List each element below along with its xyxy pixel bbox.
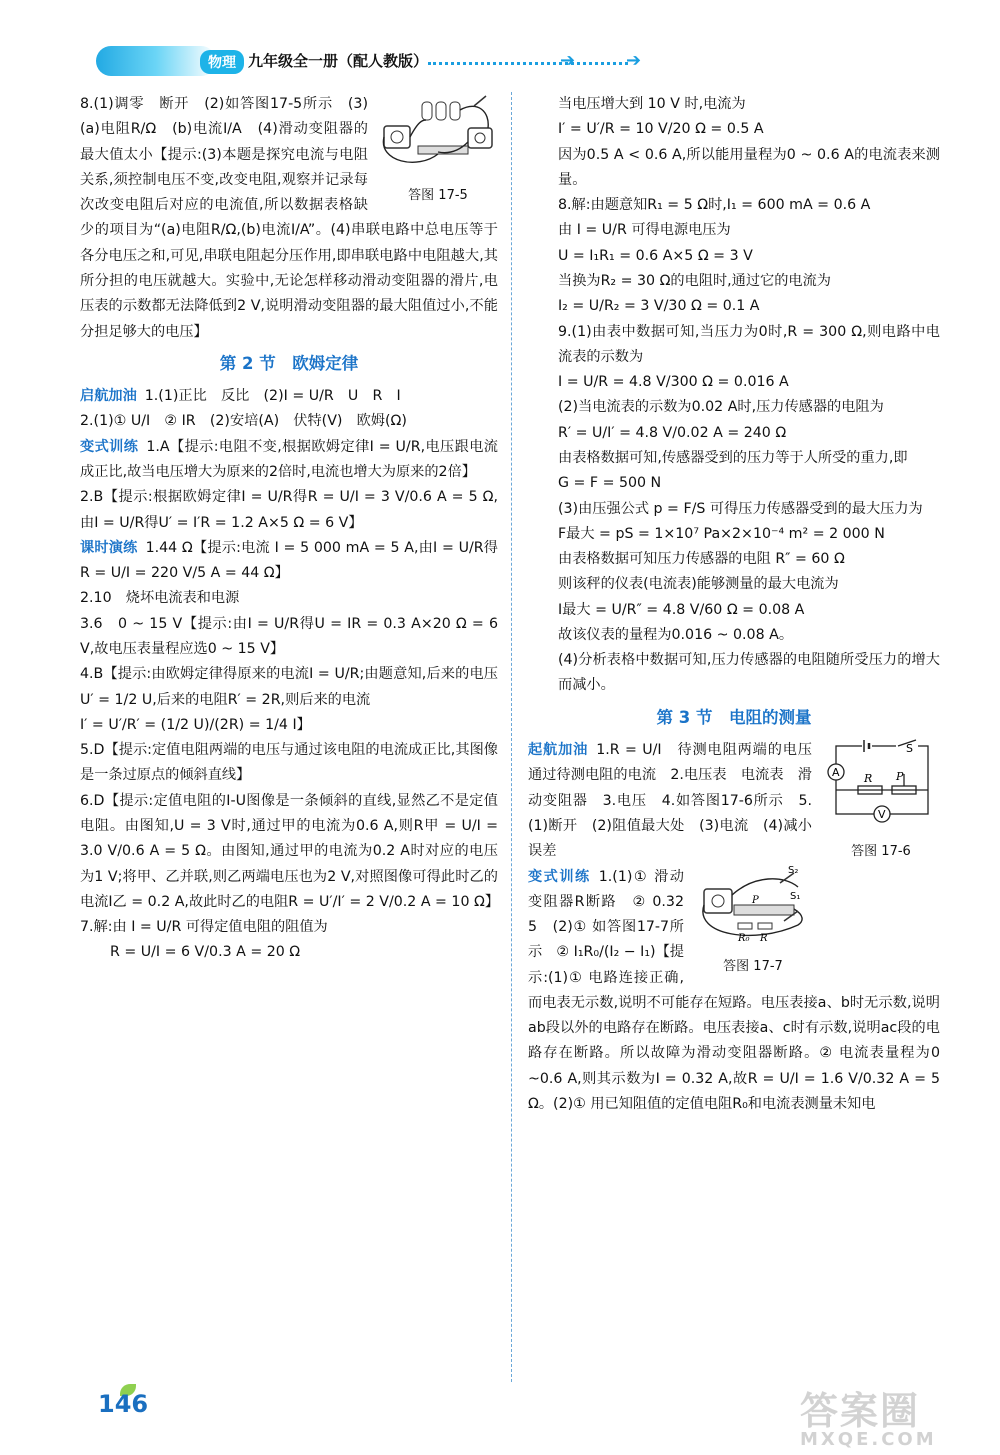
equation: F最大 = pS = 1×10⁷ Pa×2×10⁻⁴ m² = 2 000 N <box>558 525 885 542</box>
diagram-label: R₀ <box>738 932 750 944</box>
answer-8: 8.(1)调零 断开 (2)如答图17-5所示 (3)(a)电阻R/Ω (b)电流I/A (4)滑动变阻器的最大值太小【提示:(3)本题是探究电流与电阻关系,须控制电压不变,改变电阻,观察并记录每次改变电阻后对应的电流值,所以数据表格缺少的项目为“(a)电阻R/Ω,(b)电流I/A”。(4)串联电路中总电压等于各分电压之和,可见,串联电阻起分压作用,即串联电路中电阻越大,其所分担的电压就越大。实验中,无论怎样移动滑动变阻器的滑片,电压表的示数都无法降低到2 V,说明滑动变阻器的最大阻值过小,不能分担足够大的电压】 <box>80 96 498 340</box>
answer-9: 9.(1)由表中数据可知,当压力为0时,R = 300 Ω,则电路中电流表的示数为 <box>558 323 940 365</box>
header-dotted-line <box>428 62 628 65</box>
answer-ks-4-equation: I′ = U′/R′ = (1/2 U)/(2R) = 1/4 I】 <box>80 716 311 733</box>
text-line: 当换为R₂ = 30 Ω的电阻时,通过它的电流为 <box>558 272 831 289</box>
text-line: 由 I = U/R 可得电源电压为 <box>558 222 731 239</box>
figure-caption: 答图 17-6 <box>851 844 911 860</box>
section-tag: 变式训练 <box>80 438 139 455</box>
watermark-url: MXQE.COM <box>800 1429 937 1450</box>
diagram-label: S <box>906 742 913 756</box>
figure-17-6 <box>822 738 940 863</box>
equation: R′ = U/I′ = 4.8 V/0.02 A = 240 Ω <box>558 424 787 441</box>
answer-ks-7-equation: R = U/I = 6 V/0.3 A = 20 Ω <box>110 944 301 961</box>
diagram-label: P <box>752 894 759 906</box>
answer-ks-6: 6.D【提示:定值电阻的I-U图像是一条倾斜的直线,显然乙不是定值电阻。由图知,U = 3 V时,通过甲的电流为0.6 A,则R甲 = U/I = 3.0 V/0.6 A = 5 Ω。由图知,通过甲的电流为0.2 A时对应的电压为1 V;将甲、乙并联,则乙两端电压也为2 V,对照图像可得此时乙的电流I乙 = 0.2 A,故此时乙的电阻R = U′/I′ = 2 V/0.2 A = 10 Ω】 <box>80 792 500 910</box>
diagram-label: P <box>896 770 904 784</box>
page-number-badge <box>94 1384 149 1424</box>
diagram-label: R <box>864 772 873 786</box>
answer-qh-1: 1.(1)正比 反比 (2)I = U/R U R I <box>144 388 401 405</box>
figure-17-5 <box>378 92 498 207</box>
equation: I′ = U′/R = 10 V/20 Ω = 0.5 A <box>558 121 764 138</box>
section-tag: 变式训练 <box>528 868 591 885</box>
figure-caption: 答图 17-5 <box>408 188 468 204</box>
text-line: (4)分析表格中数据可知,压力传感器的电阻随所受压力的增大而减小。 <box>558 652 940 694</box>
diagram-label: S₁ <box>790 890 801 902</box>
circuit-photo-illustration <box>378 92 498 174</box>
answer-ks-2: 2.10 烧坏电流表和电源 <box>80 590 240 607</box>
answer-ks-5: 5.D【提示:定值电阻两端的电压与通过该电阻的电流成正比,其图像是一条过原点的倾斜直线】 <box>80 742 498 784</box>
arrow-right-icon: ➔ <box>560 50 576 71</box>
answer-8: 8.解:由题意知R₁ = 5 Ω时,I₁ = 600 mA = 0.6 A <box>558 197 871 214</box>
equation: I最大 = U/R″ = 4.8 V/60 Ω = 0.08 A <box>558 601 805 618</box>
answer-qh-2: 2.(1)① U/I ② IR (2)安培(A) 伏特(V) 欧姆(Ω) <box>80 413 407 430</box>
header-title: 九年级全一册（配人教版） <box>248 52 429 70</box>
equation: I₂ = U/R₂ = 3 V/30 Ω = 0.1 A <box>558 298 760 315</box>
diagram-label: V <box>878 808 886 822</box>
text-line: 则该秤的仪表(电流表)能够测量的最大电流为 <box>558 576 839 593</box>
answer-bs-1: 1.(1)① 滑动变阻器R断路 ② 0.32 5 (2)① 如答图17-7所示 ② I₁R₀/(I₂ − I₁)【提示:(1)① 电路连接正确,而电表无示数,说明不可能存在短路。电压表接a、b时无示数,说明ab段以外的电路存在断路。电压表接a、c时有示数,说明ac段的电路存在断路。所以故障为滑动变阻器断路。② 电流表量程为0 ~0.6 A,则其示数为I = 0.32 A,故R = U/I = 1.6 V/0.32 A = 5 Ω。(2)① 用已知阻值的定值电阻R₀和电流表测量未知电 <box>528 868 940 1113</box>
page-header <box>0 0 1000 86</box>
answer-ks-4: 4.B【提示:由欧姆定律得原来的电流I = U/R;由题意知,后来的电压U′ = 1/2 U,后来的电阻R′ = 2R,则后来的电流 <box>80 666 498 708</box>
section-tag: 起航加油 <box>528 742 589 759</box>
answer-bs-1: 1.A【提示:电阻不变,根据欧姆定律I = U/R,电压跟电流成正比,故当电压增大为原来的2倍时,电流也增大为原来的2倍】 <box>80 438 498 481</box>
text-line: 由表格数据可知压力传感器的电阻 R″ = 60 Ω <box>558 551 845 568</box>
circuit-diagram <box>822 738 940 830</box>
arrow-right-icon: ➔ <box>626 50 642 71</box>
equation: U = I₁R₁ = 0.6 A×5 Ω = 3 V <box>558 247 753 264</box>
section-title: 第 3 节 电阻的测量 <box>656 707 812 727</box>
text-line: 由表格数据可知,传感器受到的压力等于人所受的重力,即 <box>558 449 908 466</box>
answer-bs-2: 2.B【提示:根据欧姆定律I = U/R得R = U/I = 3 V/0.6 A = 5 Ω,由I = U/R得U′ = I′R = 1.2 A×5 Ω = 6 V】 <box>80 489 498 531</box>
circuit-photo-illustration <box>694 865 812 945</box>
section-title: 第 2 节 欧姆定律 <box>219 353 359 373</box>
header-decor-band <box>96 46 216 76</box>
text-line: (2)当电流表的示数为0.02 A时,压力传感器的电阻为 <box>558 399 884 416</box>
answer-ks-3: 3.6 0 ~ 15 V【提示:由I = U/R得U = IR = 0.3 A×20 Ω = 6 V,故电压表量程应选0 ~ 15 V】 <box>80 615 498 657</box>
section-tag: 启航加油 <box>80 388 137 405</box>
header-subject: 物理 <box>200 50 244 74</box>
text-line: 故该仪表的量程为0.016 ~ 0.08 A。 <box>558 626 794 643</box>
diagram-label: A <box>832 766 840 780</box>
answer-ks-7: 7.解:由 I = U/R 可得定值电阻的阻值为 <box>80 919 328 936</box>
section-tag: 课时演练 <box>80 539 138 556</box>
figure-17-7 <box>694 865 812 978</box>
watermark-title: 答案圈 <box>800 1389 921 1433</box>
page-number: 146 <box>98 1390 149 1418</box>
answer-ks-1: 1.44 Ω【提示:电流 I = 5 000 mA = 5 A,由I = U/R得R = U/I = 220 V/5 A = 44 Ω】 <box>80 539 498 582</box>
text-line: 因为0.5 A < 0.6 A,所以能用量程为0 ~ 0.6 A的电流表来测量。 <box>558 146 940 188</box>
right-column <box>528 92 940 1117</box>
answer-qh-list: 1.R = U/I 待测电阻两端的电压 通过待测电阻的电流 2.电压表 电流表 滑动变阻器 3.电压 4.如答图17-6所示 5.(1)断开 (2)阻值最大处 (3)电流 (4)减小误差 <box>528 742 827 860</box>
text-line: 当电压增大到 10 V 时,电流为 <box>558 96 746 112</box>
equation: G = F = 500 N <box>558 475 662 492</box>
text-line: (3)由压强公式 p = F/S 可得压力传感器受到的最大压力为 <box>558 500 923 517</box>
watermark <box>800 1380 1000 1455</box>
column-divider <box>511 92 512 1382</box>
left-column <box>80 92 498 966</box>
diagram-label: S₂ <box>788 864 799 876</box>
figure-caption: 答图 17-7 <box>723 958 783 974</box>
diagram-label: R <box>760 932 768 944</box>
equation: I = U/R = 4.8 V/300 Ω = 0.016 A <box>558 374 789 391</box>
